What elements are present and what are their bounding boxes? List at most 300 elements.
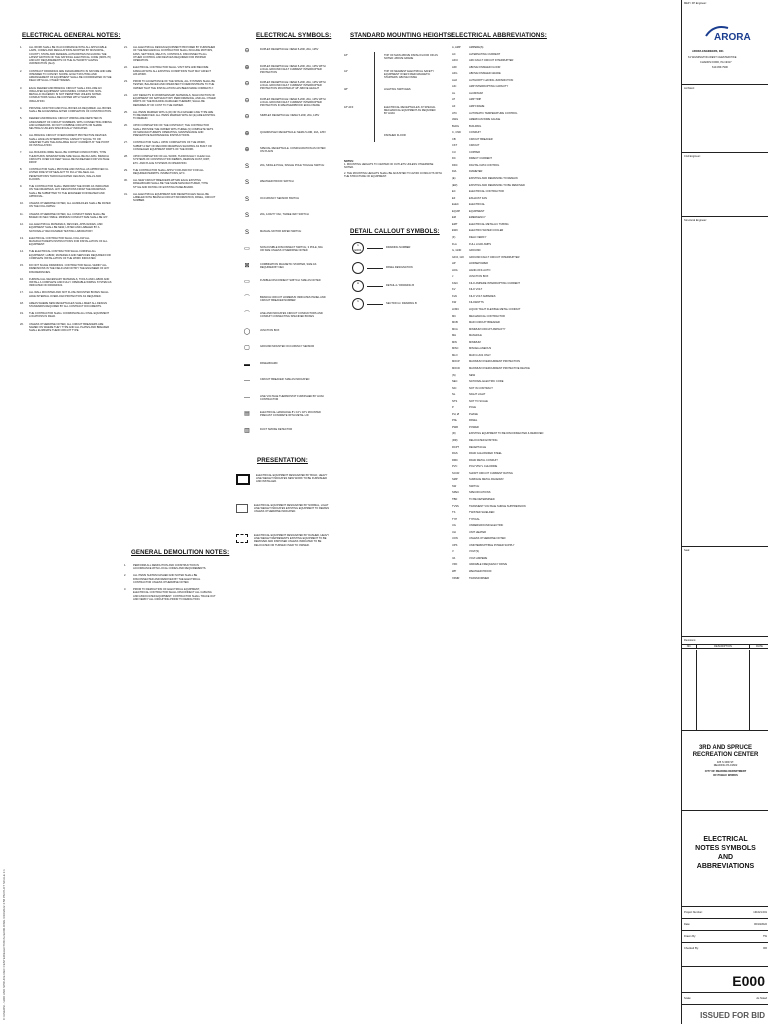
structural-label: Structural Engineer: (684, 219, 707, 222)
architect-label: Architect: (684, 87, 695, 90)
abbreviation: KVA (452, 294, 457, 298)
abbreviation-entry (452, 531, 486, 534)
abbreviation-entry (452, 432, 543, 435)
abbreviation-entry (452, 197, 487, 200)
abbreviation: EF (452, 196, 456, 200)
symbol-entry (240, 296, 326, 302)
symbol-description: 20A, SINGLE POLE, SINGLE POLE TOGGLE SWITCH (260, 163, 325, 167)
symbol-description: CIRCUIT BREAKER: SIZE AS INDICATED (260, 378, 310, 381)
abbreviation: EWC (452, 229, 459, 233)
abbreviation-meaning: TYPICAL (469, 517, 480, 521)
abbreviation-entry (452, 387, 493, 390)
abbreviation: SCCR (452, 471, 460, 475)
symbol-entry (240, 213, 326, 219)
sheet-number-box (682, 966, 768, 993)
abbreviation-meaning: FULL LOAD AMPS (469, 242, 491, 246)
title-block (681, 0, 768, 1024)
note-number: 9. (20, 185, 23, 189)
demolition-note (124, 588, 216, 601)
note-text: UPON COMPLETION OF ALL WORK, THOROUGHLY CLEAN ALL SYSTEMS OF CONSTRUCTION DEBRIS, REMOVE DUST, DIRT, ETC. AND PLACE SYSTEMS IN OPERATION. (133, 155, 211, 165)
architect-box (682, 84, 768, 153)
mounting-height: 44" (344, 70, 348, 73)
rev-col-date: DATE (756, 645, 763, 649)
info-row-project-number: Project Number: 131021.001 (682, 907, 768, 919)
abbreviation-entry (452, 485, 479, 488)
abbreviation-meaning: EXISTING EQUIPMENT TO BE DISCONNECTED & REMOVED (469, 432, 544, 436)
abbreviation: MCB (452, 321, 458, 325)
note-text: ALL WALL MOUNTED AND NOT FLUSH MOUNTED BOXES SHALL HAVE INTERNAL OVERLOAD PROTECTION AS REQUIRED. (29, 291, 109, 298)
note-text: FURNISH ALL NECESSARY MATERIALS, TOOLS AND LABOR AND INSTALL A COMPLETE AND FULLY OPERABLE WIRING SYSTEM AS INDICATED ON DRAWINGS. (29, 277, 112, 288)
abbreviation: (N) (452, 373, 456, 377)
note-text: PRIOR TO ACCEPTANCE OF THE SPACE, ALL SYSTEMS SHALL BE TESTED, BALANCED AND OPERATED TO DEMONSTRATE TO THE OWNER THAT THE INSTALLATION HAS BEEN MADE CORRECTLY. (133, 79, 216, 90)
abbreviation: EC (452, 190, 456, 194)
symbol-icon: ▭ (244, 279, 250, 285)
symbol-description: DUPLEX RECEPTACLE: NEMA 5-20R, 20A, 125V (260, 48, 319, 51)
callout-description: SECTION A / DRAWING B (386, 302, 417, 306)
presentation-description: ELECTRICAL EQUIPMENT DESIGNATED BY NORMAL, LIGHT LINE WEIGHT INDICATES EXISTING EQUIPMENT TO REMAIN UNLESS OTHERWISE INDICATED. (254, 504, 330, 514)
abbreviation-meaning: UNIT HEATER (469, 530, 487, 534)
abbreviation: NL (452, 393, 456, 397)
general-note (124, 179, 216, 189)
abbreviation-meaning: RELOCATED EXISTING (469, 439, 498, 442)
note-text: THE CONTRACTOR SHALL PERFORM THE WORK AS INDICATED ON THE DRAWINGS. ANY DEVIATIONS FROM THE DRAWINGS SHALL BE SUBMITTED TO THE ENGINEER FOR REVIEW AND APPROVAL. (29, 185, 109, 199)
abbreviation-meaning: LIQUID TIGHT FLEXIBLE METAL CONDUIT (469, 308, 521, 311)
abbreviation-meaning: GROUND (469, 249, 481, 253)
abbreviation: EMT (452, 222, 458, 226)
seal-label: Seal: (684, 549, 690, 552)
symbol-entry (240, 98, 326, 108)
abbreviation-entry (452, 400, 488, 403)
abbreviation: LFMC (452, 308, 460, 311)
line-weight-sample-icon (236, 534, 248, 543)
general-note (124, 141, 216, 151)
symbol-entry (240, 362, 326, 368)
revisions-label: Revisions: (684, 639, 696, 642)
symbol-entry (240, 395, 326, 401)
note-text: PRIOR TO DEMOLITION OF ELECTRICAL EQUIPMENT, ELECTRICAL CONTRACTOR SHALL DISCONNECT ALL CABLING AND ASSOCIATED EQUIPMENT. CONTRACTOR SHALL TRACE OUT AND VERIFY ALL CIRCUITING PRIOR TO DEMOLITION. (133, 588, 216, 601)
symbol-entry (240, 312, 326, 318)
abbreviation-entry (452, 295, 495, 298)
abbreviation-meaning: ABOVE FINISHED FLOOR (469, 65, 501, 69)
abbreviation: AIC (452, 85, 457, 89)
symbol-icon: S (244, 229, 249, 236)
abbreviation-meaning: HORSEPOWER (469, 262, 489, 266)
symbol-icon: ⊕ (244, 130, 250, 137)
abbreviation: FLA (452, 242, 457, 246)
callout-description: PANEL DESIGNATION (386, 266, 413, 270)
note-number: 3. (20, 86, 23, 90)
abbreviation-meaning: KILOWATTS (469, 301, 484, 305)
symbol-icon: ▭ (244, 246, 250, 252)
abbreviation-entry (452, 170, 482, 173)
abbreviation: EQUIP (452, 209, 461, 213)
abbreviation-entry (452, 570, 492, 573)
note-text: THE ELECTRICAL CONTRACTOR SHALL FURNISH ALL EQUIPMENT, LABOR, MATERIALS AND SERVICES REQUIRED FOR COMPLETE INSTALLATION OF THE WORK INDICATED. (29, 250, 111, 260)
abbreviation-meaning: DIGITAL DATA CONTROL (469, 163, 500, 167)
abbreviation-entry (452, 112, 518, 115)
note-number: 25. (124, 110, 128, 114)
abbreviation-entry (452, 544, 515, 547)
abbreviation-meaning: POLE (469, 406, 476, 410)
abbreviation-meaning: TRANSIENT VOLTAGE SURGE SUPPRESSION (469, 504, 526, 508)
symbols-list (240, 48, 336, 448)
abbreviation: SW (452, 484, 457, 488)
symbol-description: DUCT SMOKE DETECTOR (260, 427, 293, 431)
abbreviation-entry (452, 275, 488, 278)
client-line-2: OF PUBLIC WORKS (713, 773, 738, 777)
abbreviation-meaning: VOLT(S) (469, 550, 480, 554)
presentation-description: ELECTRICAL EQUIPMENT DESIGNATED BY DASHED, HEAVY LINE WEIGHT REPRESENTS EXISTING EQUIPMENT TO BE REMOVED AND DISPOSED UNLESS INDICATED TO BE RELOCATED OR TURNED OVER TO OWNER. (254, 534, 330, 547)
note-number: 29. (124, 168, 128, 172)
abbreviation-entry (452, 229, 503, 232)
abbreviation-entry (452, 334, 482, 337)
general-notes-col2 (124, 46, 216, 206)
abbreviation-entry (452, 190, 504, 193)
abbreviation: MCA (452, 327, 458, 331)
general-note (20, 151, 112, 164)
note-text: CONTRACTOR SHALL PROVIDE AND INSTALL AS APPROVED UL LISTED FIRE STOP SEALANT TO FULLY RE-SEAL ALL PENETRATIONS THROUGH RATED CEILINGS, WALLS AND FLOORS. (29, 168, 109, 182)
note-number: 15. (20, 264, 24, 267)
general-note (20, 312, 112, 319)
callout-leader (367, 286, 383, 287)
callout-sheet: E001 (354, 248, 362, 252)
general-note (124, 169, 216, 176)
company-address-2: CHADDS FORD, PA 19317 (700, 61, 732, 64)
general-note (20, 264, 112, 274)
callout-tag: A (356, 281, 359, 285)
abbreviation-entry (452, 406, 476, 409)
symbol-icon: — (244, 394, 250, 401)
callout-entry (346, 298, 417, 310)
abbreviation: TVSS (452, 504, 459, 508)
note-number: 13. (20, 236, 24, 240)
general-note (20, 291, 112, 298)
project-number: 131021.001 (753, 910, 767, 914)
abbreviation-entry (452, 92, 483, 95)
abbreviation: SMP (452, 478, 458, 482)
mounting-notes-title: NOTES: (344, 160, 354, 163)
demolition-note (124, 564, 216, 571)
abbreviations-title: ELECTRICAL ABBREVIATIONS: (451, 32, 547, 39)
abbreviation-entry (452, 308, 521, 311)
note-text: PROVIDE JUNCTION AND PULL BOXES AS REQUIRED. ALL BOXES SHALL BE ACCESSIBLE AFTER COMPLETION OF CONSTRUCTION. (29, 106, 112, 114)
note-number: 31. (124, 192, 128, 196)
abbreviation-meaning: RECEPTACLE (469, 445, 487, 449)
note-number: 24. (124, 93, 128, 97)
abbreviation: MOCP (452, 360, 460, 364)
abbreviation-meaning: TO BE DETERMINED (469, 497, 495, 501)
abbreviation-entry (452, 210, 484, 213)
abbreviation-entry (452, 465, 497, 468)
abbreviation-entry (452, 144, 480, 147)
symbol-icon: ◯ (243, 328, 251, 335)
scale-value: As Noted (756, 997, 767, 1001)
abbreviation: RMC (452, 458, 458, 462)
note-text: ALL ELECTRICAL MATERIALS, DEVICES, APPLIANCES, AND EQUIPMENT SHALL BE NEW, LISTED AND LABELED BY A NATIONALLY RECOGNIZED TESTING LABORATORY. (29, 222, 103, 233)
abbreviation: AHJ (452, 78, 457, 82)
abbreviation-meaning: UNINTERRUPTIBLE POWER SUPPLY (469, 543, 515, 547)
abbreviation-meaning: CIRCUIT (469, 144, 480, 148)
abbreviation: (E) (452, 177, 456, 180)
abbreviations-list (452, 46, 572, 626)
abbreviation-meaning: EQUIPMENT (469, 209, 485, 213)
abbreviation: C, CND (452, 131, 461, 135)
note-text: FEEDER AND BRANCH CIRCUIT WIRING ARE DEPICTED IN ASSIGNMENT OF CIRCUIT NUMBERS. WITH CONNECTING WIRING AND HOMERUNS. DO NOT COMBINE CIRCUITS OR SHARE NEUTRALS UNLESS SPECIFICALLY INDICATED. (29, 117, 112, 131)
callout-leader (367, 248, 383, 249)
symbol-icon: S (244, 196, 249, 203)
info-box (682, 906, 768, 967)
symbol-entry (240, 230, 326, 236)
symbols-title: ELECTRICAL SYMBOLS: (256, 32, 332, 39)
symbol-description: SIMPLEX RECEPTACLE: NEMA 5-20R, 20A, 125V (260, 114, 320, 117)
callout-entry (346, 242, 410, 254)
mounting-description: FINISHED FLOOR (384, 134, 406, 137)
general-note (20, 302, 112, 309)
mounting-list (344, 48, 442, 158)
note-text: ANY DEFECTS IN WORKMANSHIP, MATERIALS, MALFUNCTION OF EQUIPMENT OR SATISFACTORY PERFORMANCE, AND ALL OTHER PARTS OF THE BUILDING DAMAGED THEREBY, SHALL BE REPAIRED AT NO COST TO THE OWNER. (133, 93, 216, 107)
abbreviation-meaning: MISCELLANEOUS (469, 347, 492, 351)
abbreviation: GFCI, GFI (452, 255, 464, 259)
abbreviation-meaning: DIAMETER (469, 170, 483, 174)
abbreviation: AL (452, 91, 456, 95)
abbreviation-entry (452, 491, 490, 494)
general-note (124, 66, 216, 76)
abbreviation: (F) (452, 235, 456, 239)
note-number: 30. (124, 179, 128, 183)
symbol-description: ELECTRICAL HANDHOLE 8"x 10"x 18"x MOUNTED PRECAST CONCRETE WITH METAL LID (260, 411, 321, 418)
abbreviation: AFF (452, 65, 457, 69)
info-row-date: Date: 06/10/2022 (682, 919, 768, 931)
mounting-height: 18" (344, 54, 348, 57)
issue-date: 06/10/2022 (754, 922, 767, 926)
abbreviation: UON (452, 537, 458, 541)
symbol-entry (240, 180, 326, 186)
abbreviation-entry (452, 216, 486, 219)
note-number: 26. (124, 124, 128, 128)
abbreviation-entry (452, 53, 500, 56)
structural-box (682, 216, 768, 547)
mounting-description: TOP OF MAIN ABOVE FINISH FLOOR OR AS NOTED: ABOVE GRADE (384, 54, 438, 61)
abbreviation-entry (452, 347, 491, 350)
general-note (20, 185, 112, 198)
symbol-entry (240, 329, 326, 335)
abbreviation-meaning: COPPER (469, 150, 480, 154)
abbreviation-entry (452, 419, 477, 422)
general-note (124, 111, 216, 121)
symbol-icon: ⊖ (244, 114, 250, 120)
abbreviation-meaning: SPECIFICATIONS (469, 491, 491, 495)
abbreviation-entry (452, 79, 513, 82)
note-number: 3. (124, 588, 127, 592)
abbreviation: VA (452, 556, 456, 560)
civil-box (682, 152, 768, 217)
symbol-description: DUPLEX RECEPTACLE: NEMA 5-20R, 20A, 125V WITH LOCAL GROUND FAULT CURRENT INTERRUPTER PROTECTION (260, 64, 326, 74)
callout-leader (367, 304, 383, 305)
symbol-icon: ⌒ (243, 312, 250, 318)
note-number: 5. (20, 117, 23, 121)
general-note (20, 323, 112, 333)
mounting-notes (344, 160, 442, 178)
callout-leader (367, 268, 383, 269)
checked-by: RR (763, 946, 767, 950)
note-number: 21. (124, 46, 128, 49)
symbol-entry (240, 48, 326, 54)
note-text: ALL ELECTRICAL EQUIPMENT AND RECEPTACLES SHALL BE LABELED WITH BRANCH CIRCUIT INFORMATION, PANEL, CIRCUIT NUMBER. (133, 192, 216, 203)
abbreviation-entry (452, 301, 484, 304)
note-text: ALL BRANCH CIRCUIT OVERCURRENT PROTECTIVE DEVICES SHALL HAVE AN INTERRUPTING CAPACITY EQUAL TO OR GREATER THAN THE AVAILABLE FAULT CURRENT AT THE POINT OF INSTALLATION. (29, 134, 110, 148)
note-text: UPON COMPLETION OF THE CONTRACT, THE CONTRACTOR SHALL PROVIDE THE OWNER WITH THREE (3) COMPLETE SETS OF MANUFACTURER'S OPERATING, MAINTENANCE AND PREVENTIVE MAINTENANCE INSTRUCTIONS. (133, 124, 214, 138)
abbreviation-entry (452, 105, 484, 108)
symbol-entry (240, 428, 326, 434)
arora-logo (704, 24, 760, 44)
note-text: CONTRACTOR SHALL UPON COMPLETION OF THE WORK, SUBMIT A SET OF RECORD DRAWINGS SHOWING AS BUILT OR CONCEALED EQUIPMENT PARTS OF THE WORK. (133, 141, 212, 151)
symbol-description: SPECIAL RECEPTACLE. CONFIGURATION AS NOTED ON PLANS (260, 147, 326, 154)
abbreviation-meaning: CIRCUIT BREAKER (469, 137, 493, 141)
note-number: 12. (20, 222, 24, 226)
abbreviation-entry (452, 256, 519, 259)
callout-description: DRAWING NUMBER (386, 246, 411, 250)
abbreviation-meaning: NATIONAL ELECTRIC CODE (469, 380, 504, 384)
abbreviation-meaning: MECHANICAL CONTRACTOR (469, 314, 505, 318)
abbreviation-entry (452, 72, 501, 75)
symbol-entry (240, 131, 326, 137)
general-note (20, 213, 112, 220)
project-address-2: READING PA 19602 (713, 764, 738, 768)
abbreviation-entry (452, 184, 525, 187)
note-number: 2. (124, 574, 127, 578)
symbol-entry (240, 411, 326, 417)
abbreviation-meaning: VARIABLE FREQUENCY DRIVE (469, 563, 508, 567)
note-text: ALL WORK SHALL BE IN ACCORDANCE WITH ALL APPLICABLE LAWS, CODES AND REGULATIONS ADOPTED BY MUNICIPAL, COUNTY, STATE AND FEDERAL AUTHORITIES INCLUDING THE LATEST EDITION OF THE NATIONAL ELECTRICAL CODE (NFPA 70) AND ANY REQUIREMENTS OF THE AUTHORITY HAVING JURISDICTION (AHJ). (29, 46, 111, 66)
note-number: 10. (20, 202, 24, 206)
drawn-by: TW (762, 934, 767, 938)
abbreviation-meaning: MAXIMUM OVERCURRENT PROTECTION (469, 360, 520, 364)
abbreviation: KAIC (452, 281, 459, 285)
abbreviation-meaning: KILO VOLT AMPERES (469, 294, 496, 298)
abbreviation-entry (452, 131, 481, 134)
callout-entry (346, 262, 413, 274)
abbreviation-entry (452, 577, 489, 580)
general-note (20, 250, 112, 260)
symbol-icon: S (244, 180, 249, 186)
symbol-icon: — (244, 378, 250, 384)
abbreviation-meaning: KILO AMPERE INTERRUPTING CURRENT (469, 281, 521, 285)
abbreviation-meaning: TRANSFORMER (469, 576, 490, 580)
project-address-1: 325 S 3RD ST. (716, 761, 735, 764)
symbol-icon: S (244, 213, 249, 219)
symbol-entry (240, 279, 326, 285)
demolition-note (124, 574, 216, 584)
abbreviation: NTS (452, 399, 458, 403)
abbreviation-entry (452, 557, 487, 560)
abbreviation: KV (452, 288, 456, 292)
abbreviation-meaning: KILO VOLT (469, 288, 483, 292)
abbreviation-meaning: MAXIMUM OVERCURRENT PROTECTIVE DEVICE (469, 366, 530, 370)
mounting-ladder (374, 52, 379, 142)
abbreviation-meaning: AMP FRAME (469, 104, 485, 108)
abbreviation-entry (452, 439, 498, 442)
abbreviation-entry (452, 249, 481, 252)
abbreviation-entry (452, 151, 480, 154)
note-text: DO NOT SCALE DRAWINGS. CONTRACTOR SHALL VERIFY ALL DIMENSIONS IN THE FIELD AND NOTIFY THE ENGINEER OF ANY DISCREPANCIES. (29, 264, 110, 274)
demolition-notes (124, 564, 216, 605)
revisions-box (682, 636, 768, 731)
abbreviation: V (452, 550, 454, 554)
mounting-height: 48" (344, 88, 348, 91)
abbreviation-entry (452, 354, 491, 357)
note-text: ALL ITEMS SHOWN DASHED AND NOTED SHALL BE DISCONNECTED AND REMOVED BY THE ELECTRICAL CONTRACTOR UNLESS OTHERWISE NOTED. (133, 574, 201, 584)
abbreviation-entry (452, 524, 503, 527)
abbreviation-meaning: ABOVE FINISHED GRADE (469, 72, 501, 76)
note-text: ALL NEW CIRCUIT BREAKERS WITHIN EACH EXISTING PANELBOARD SHALL BE THE SAME MANUFACTURER, TYPE STYLE AND RATING OF EXISTING PANELBOARD. (133, 179, 208, 189)
note-number: 8. (20, 168, 23, 172)
abbreviation: (RR) (452, 439, 458, 442)
abbreviation-entry (452, 85, 508, 88)
abbreviation-entry (452, 563, 507, 566)
abbreviation-meaning: UNDERGROUND ELECTRIC (469, 524, 504, 528)
abbreviation-entry (452, 125, 481, 128)
abbreviation-entry (452, 288, 482, 291)
abbreviation: AFG (452, 72, 458, 76)
symbol-description: FUSIBLE DISCONNECT SWITCH: SIZE AS NOTED (260, 279, 321, 282)
abbreviation-meaning: RIGID GALVANIZED STEEL (469, 452, 502, 456)
abbreviation: MISC (452, 347, 459, 351)
note-number: 23. (124, 79, 128, 83)
abbreviation-meaning: JUNCTION BOX (469, 275, 489, 279)
general-note (124, 46, 216, 62)
abbreviation-meaning: AMP TRIP (469, 98, 482, 102)
civil-label: Civil Engineer: (684, 155, 701, 158)
logo-text: ARORA (714, 32, 751, 43)
abbreviation: WP (452, 570, 457, 573)
mounting-entry (344, 88, 439, 91)
symbol-icon: ▥ (244, 427, 250, 434)
mounting-description: ELECTRICAL RECEPTACLES: AT SPECIAL MECHANICAL EQUIPMENT AS REQUIRED BY HVAC (384, 106, 436, 116)
symbol-entry (240, 345, 326, 351)
line-weight-sample-icon (236, 474, 250, 485)
general-note (20, 70, 112, 83)
mounting-description: LIGHTING SWITCHES (384, 88, 411, 91)
abbreviation-entry (452, 498, 495, 501)
mep-label: MEP / FP Engineer: (684, 2, 707, 5)
abbreviation: HOA (452, 268, 458, 272)
abbreviation-meaning: AMP INTERRUPTING CAPACITY (469, 85, 509, 89)
abbreviation-entry (452, 66, 500, 69)
abbreviation-entry (452, 157, 492, 160)
note-number: 1. (124, 564, 127, 567)
presentation-entry (234, 534, 330, 547)
abbreviation-meaning: ELECTRIC WATER COOLER (469, 229, 504, 233)
callout-circle-icon (352, 280, 364, 292)
presentation-title: PRESENTATION: (257, 457, 308, 464)
abbreviation: MIN (452, 340, 457, 344)
abbreviation-entry (452, 98, 481, 101)
abbreviation-meaning: FIELD VERIFY (469, 235, 487, 239)
abbreviation-entry (452, 452, 502, 455)
abbreviation-entry (452, 511, 494, 514)
mounting-title: STANDARD MOUNTING HEIGHTS: (350, 32, 454, 39)
abbreviation: BLDG (452, 124, 460, 128)
abbreviation-meaning: BUILDING (469, 124, 482, 128)
symbol-icon: ⊕ (244, 64, 250, 71)
abbreviation: UG (452, 524, 456, 528)
general-notes-title: ELECTRICAL GENERAL NOTES: (22, 32, 121, 39)
note-text: CONTRACT DRAWINGS ARE DIAGRAMMATIC IN NATURE AND ARE INTENDED TO CONVEY SCOPE. EXACT ROUTING AND ARRANGEMENT OF EQUIPMENT SHALL BE COORDINATED IN THE FIELD WITH ALL OTHER TRADES. (29, 69, 112, 83)
abbreviation: DIA (452, 170, 457, 174)
abbreviation: G, GND (452, 249, 462, 253)
demolition-title: GENERAL DEMOLITION NOTES: (131, 549, 230, 556)
symbol-icon: ⊕ (244, 147, 250, 153)
